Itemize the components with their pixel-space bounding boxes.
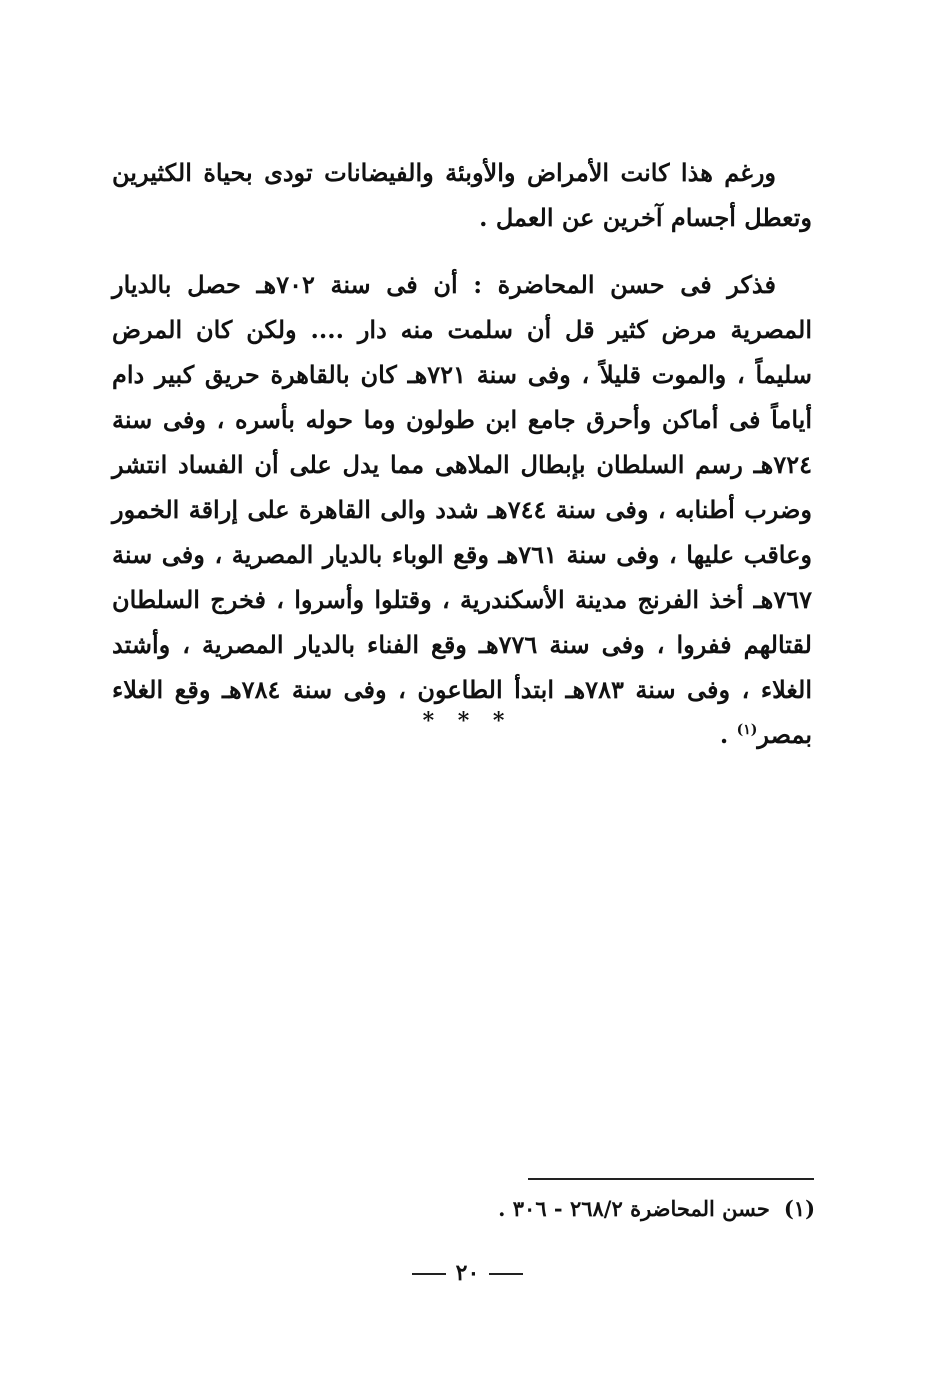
- footnote-number: (١): [783, 1196, 815, 1221]
- paragraph-1: [112, 150, 812, 240]
- paragraph-2: [112, 262, 812, 757]
- paragraph-2-end: .: [719, 720, 737, 749]
- footnote-divider: [528, 1178, 814, 1180]
- page-number-value: ٢٠: [455, 1260, 480, 1286]
- page-number-dash-left: [412, 1273, 446, 1275]
- main-text: [112, 150, 812, 757]
- footnote-reference: (١): [736, 722, 758, 738]
- footnote: [498, 1196, 815, 1221]
- footnote-text: حسن المحاضرة ٢٦٨/٢ - ٣٠٦ .: [498, 1196, 770, 1221]
- page-number: [0, 1260, 935, 1286]
- page-number-dash-right: [489, 1273, 523, 1275]
- section-separator: * * *: [422, 708, 513, 734]
- paragraph-2-text: فذكر فى حسن المحاضرة : أن فى سنة ٧٠٢هـ حصل بالديار المصرية مرض كثير قل أن سلمت منه دار .... ولكن كان المرض سليماً ، والموت قليلاً ، وفى سنة ٧٢١هـ كان بالقاهرة حريق كبير دام أياماً فى أماكن وأحرق جامع ابن طولون وما حوله بأسره ، وفى سنة ٧٢٤هـ رسم السلطان بإبطال الملاهى مما يدل على أن الفساد انتشر وضرب أطنابه ، وفى سنة ٧٤٤هـ شدد والى القاهرة على إراقة الخمور وعاقب عليها ، وفى سنة ٧٦١هـ وقع الوباء بالديار المصرية ، وفى سنة ٧٦٧هـ أخذ الفرنج مدينة الأسكندرية ، وقتلوا وأسروا ، فخرج السلطان لقتالهم ففروا ، وفى سنة ٧٧٦هـ وقع الفناء بالديار المصرية ، وأشتد الغلاء ، وفى سنة ٧٨٣هـ ابتدأ الطاعون ، وفى سنة ٧٨٤هـ وقع الغلاء بمصر: [112, 270, 813, 749]
- paragraph-1-text: ورغم هذا كانت الأمراض والأوبئة والفيضانات تودى بحياة الكثيرين وتعطل أجسام آخرين عن العمل .: [112, 158, 812, 232]
